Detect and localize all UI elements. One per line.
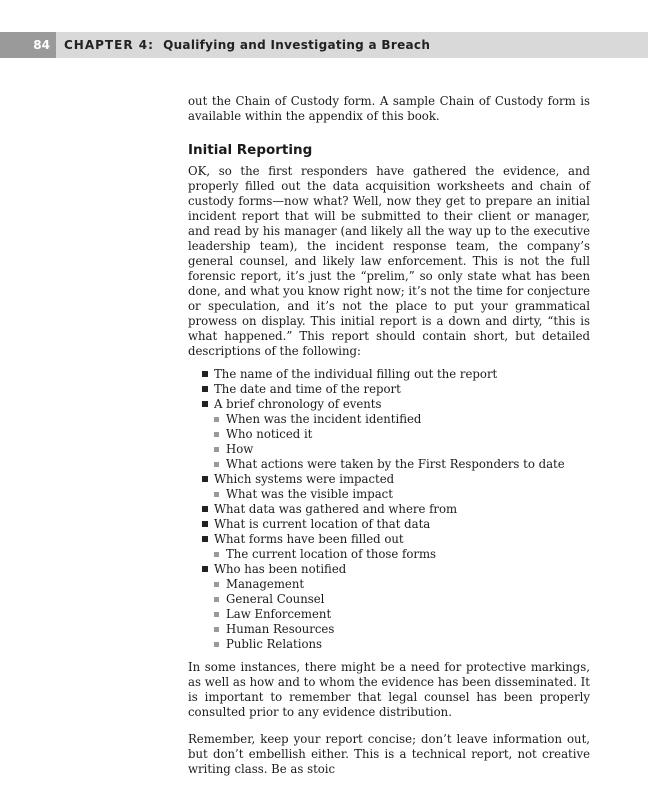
remember-paragraph: Remember, keep your report concise; don’t leave information out, but don’t embellish either. This is a technical report, not creative writing class. Be as stoic [188,732,590,776]
sub-list-item: When was the incident identified [188,412,590,427]
section-heading: Initial Reporting [188,142,313,158]
list-item: The date and time of the report [188,382,590,397]
page-number: 84 [0,32,56,58]
intro-paragraph: out the Chain of Custody form. A sample Chain of Custody form is available within the appendix of this book. [188,94,590,123]
running-header [0,32,648,58]
sub-list-item: Human Resources [188,622,590,637]
sub-list-item: The current location of those forms [188,547,590,562]
sub-list-item: Public Relations [188,637,590,652]
sub-list-item: What was the visible impact [188,487,590,502]
report-contents-list [188,367,590,652]
sub-list-item: What actions were taken by the First Responders to date [188,457,590,472]
chapter-heading [64,38,430,52]
sub-list-item: Who noticed it [188,427,590,442]
markings-paragraph: In some instances, there might be a need for protective markings, as well as how and to whom the evidence has been disseminated. It is important to remember that legal counsel has been properly consulted prior to any evidence distribution. [188,660,590,719]
list-item: A brief chronology of events [188,397,590,412]
list-item: What is current location of that data [188,517,590,532]
list-item: Who has been notified [188,562,590,577]
chapter-label: CHAPTER 4: [64,38,154,52]
chapter-title: Qualifying and Investigating a Breach [163,38,431,52]
page-body [188,94,590,777]
list-item: The name of the individual filling out the report [188,367,590,382]
sub-list-item: General Counsel [188,592,590,607]
list-item: What forms have been filled out [188,532,590,547]
sub-list-item: How [188,442,590,457]
sub-list-item: Management [188,577,590,592]
list-item: What data was gathered and where from [188,502,590,517]
main-paragraph: OK, so the first responders have gathered the evidence, and properly filled out the data acquisition worksheets and chain of custody forms—now what? Well, now they get to prepare an initial incident report that will be submitted to their client or manager, and read by his manager (and likely all the way up to the executive leadership team), the incident response team, the company’s general counsel, and likely law enforcement. This is not the full forensic report, it’s just the “prelim,” so only state what has been done, and what you know right now; it’s not the time for conjecture or speculation, and it’s not the place to put your grammatical prowess on display. This initial report is a down and dirty, “this is what happened.” This report should contain short, but detailed descriptions of the following: [188,164,590,358]
list-item: Which systems were impacted [188,472,590,487]
sub-list-item: Law Enforcement [188,607,590,622]
